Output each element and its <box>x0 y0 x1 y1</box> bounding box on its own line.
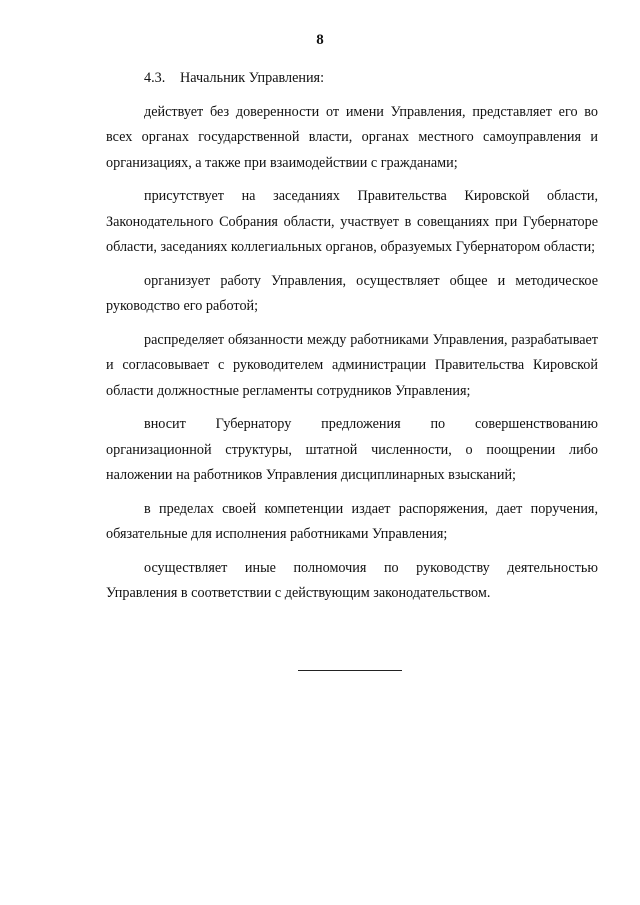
section-heading <box>106 66 598 92</box>
paragraph-3: организует работу Управления, осуществляет общее и методическое руководство его работой; <box>106 272 598 314</box>
paragraph-7: осуществляет иные полномочия по руководству деятельностью Управления в соответствии с действующим законодательством. <box>106 559 598 601</box>
paragraph-6: в пределах своей компетенции издает распоряжения, дает поручения, обязательные для исполнения работниками Управления; <box>106 500 598 542</box>
paragraph-1: действует без доверенности от имени Управления, представляет его во всех органах государственной власти, органах местного самоуправления и организациях, а также при взаимодействии с гражданами; <box>106 103 598 171</box>
paragraph-4: распределяет обязанности между работниками Управления, разрабатывает и согласовывает с руководителем администрации Правительства Кировской области должностные регламенты сотрудников Управления; <box>106 331 598 399</box>
page-number: 8 <box>316 32 324 48</box>
paragraph-2: присутствует на заседаниях Правительства Кировской области, Законодательного Собрания области, участвует в совещаниях при Губернаторе области, заседаниях коллегиальных органов, образуемых Губернатором области; <box>106 188 598 255</box>
end-separator-line <box>298 670 402 671</box>
document-body <box>106 66 598 615</box>
paragraph-5: вносит Губернатору предложения по совершенствованию организационной структуры, штатной численности, о поощрении либо наложении на работников Управления дисциплинарных взысканий; <box>106 416 598 483</box>
section-number: 4.3. <box>144 70 166 86</box>
section-title: Начальник Управления: <box>180 70 325 86</box>
